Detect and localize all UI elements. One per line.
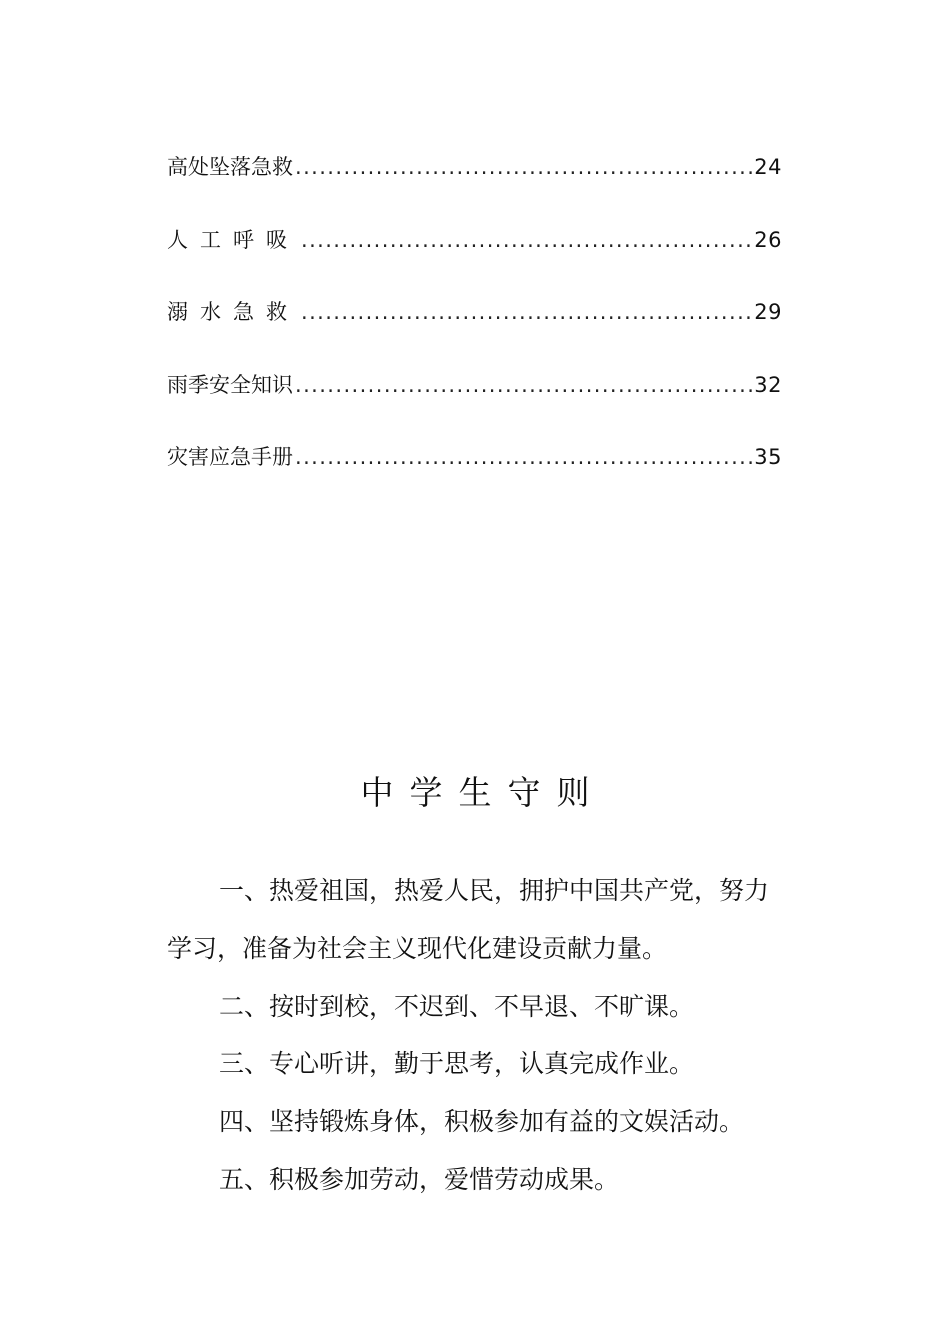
toc-leader-dots bbox=[295, 368, 752, 402]
rule-item: 四、坚持锻炼身体，积极参加有益的文娱活动。 bbox=[219, 1107, 745, 1137]
toc-entry[interactable] bbox=[167, 295, 782, 329]
rules-title: 中学生守则 bbox=[360, 773, 606, 812]
rule-item: 五、积极参加劳动，爱惜劳动成果。 bbox=[219, 1164, 620, 1194]
toc-entry-label: 高处坠落急救 bbox=[167, 155, 293, 179]
toc-entry[interactable] bbox=[167, 440, 782, 474]
rule-item: 二、按时到校，不迟到、不早退、不旷课。 bbox=[219, 991, 695, 1021]
toc-entry-label: 灾害应急手册 bbox=[167, 445, 293, 469]
toc-entry-page: 35 bbox=[754, 445, 782, 469]
toc-leader-dots bbox=[301, 295, 752, 329]
toc-leader-dots bbox=[295, 440, 752, 474]
toc-entry-page: 32 bbox=[754, 372, 782, 397]
toc-entry-label: 溺水急救 bbox=[167, 300, 299, 324]
rule-item: 三、专心听讲，勤于思考，认真完成作业。 bbox=[219, 1049, 695, 1079]
toc-entry-page: 24 bbox=[754, 155, 782, 179]
toc-entry-label: 雨季安全知识 bbox=[167, 372, 293, 397]
table-of-contents bbox=[167, 150, 782, 513]
toc-entry-label: 人工呼吸 bbox=[167, 227, 299, 252]
rule-item: 一、热爱祖国，热爱人民，拥护中国共产党，努力学习，准备为社会主义现代化建设贡献力量。 bbox=[167, 876, 770, 963]
rules-body bbox=[167, 862, 777, 1209]
toc-entry[interactable] bbox=[167, 150, 782, 184]
toc-entry-page: 26 bbox=[754, 227, 782, 252]
toc-leader-dots bbox=[301, 223, 752, 257]
toc-leader-dots bbox=[295, 150, 752, 184]
toc-entry-page: 29 bbox=[754, 300, 782, 324]
toc-entry[interactable] bbox=[167, 368, 782, 402]
toc-entry[interactable] bbox=[167, 223, 782, 257]
